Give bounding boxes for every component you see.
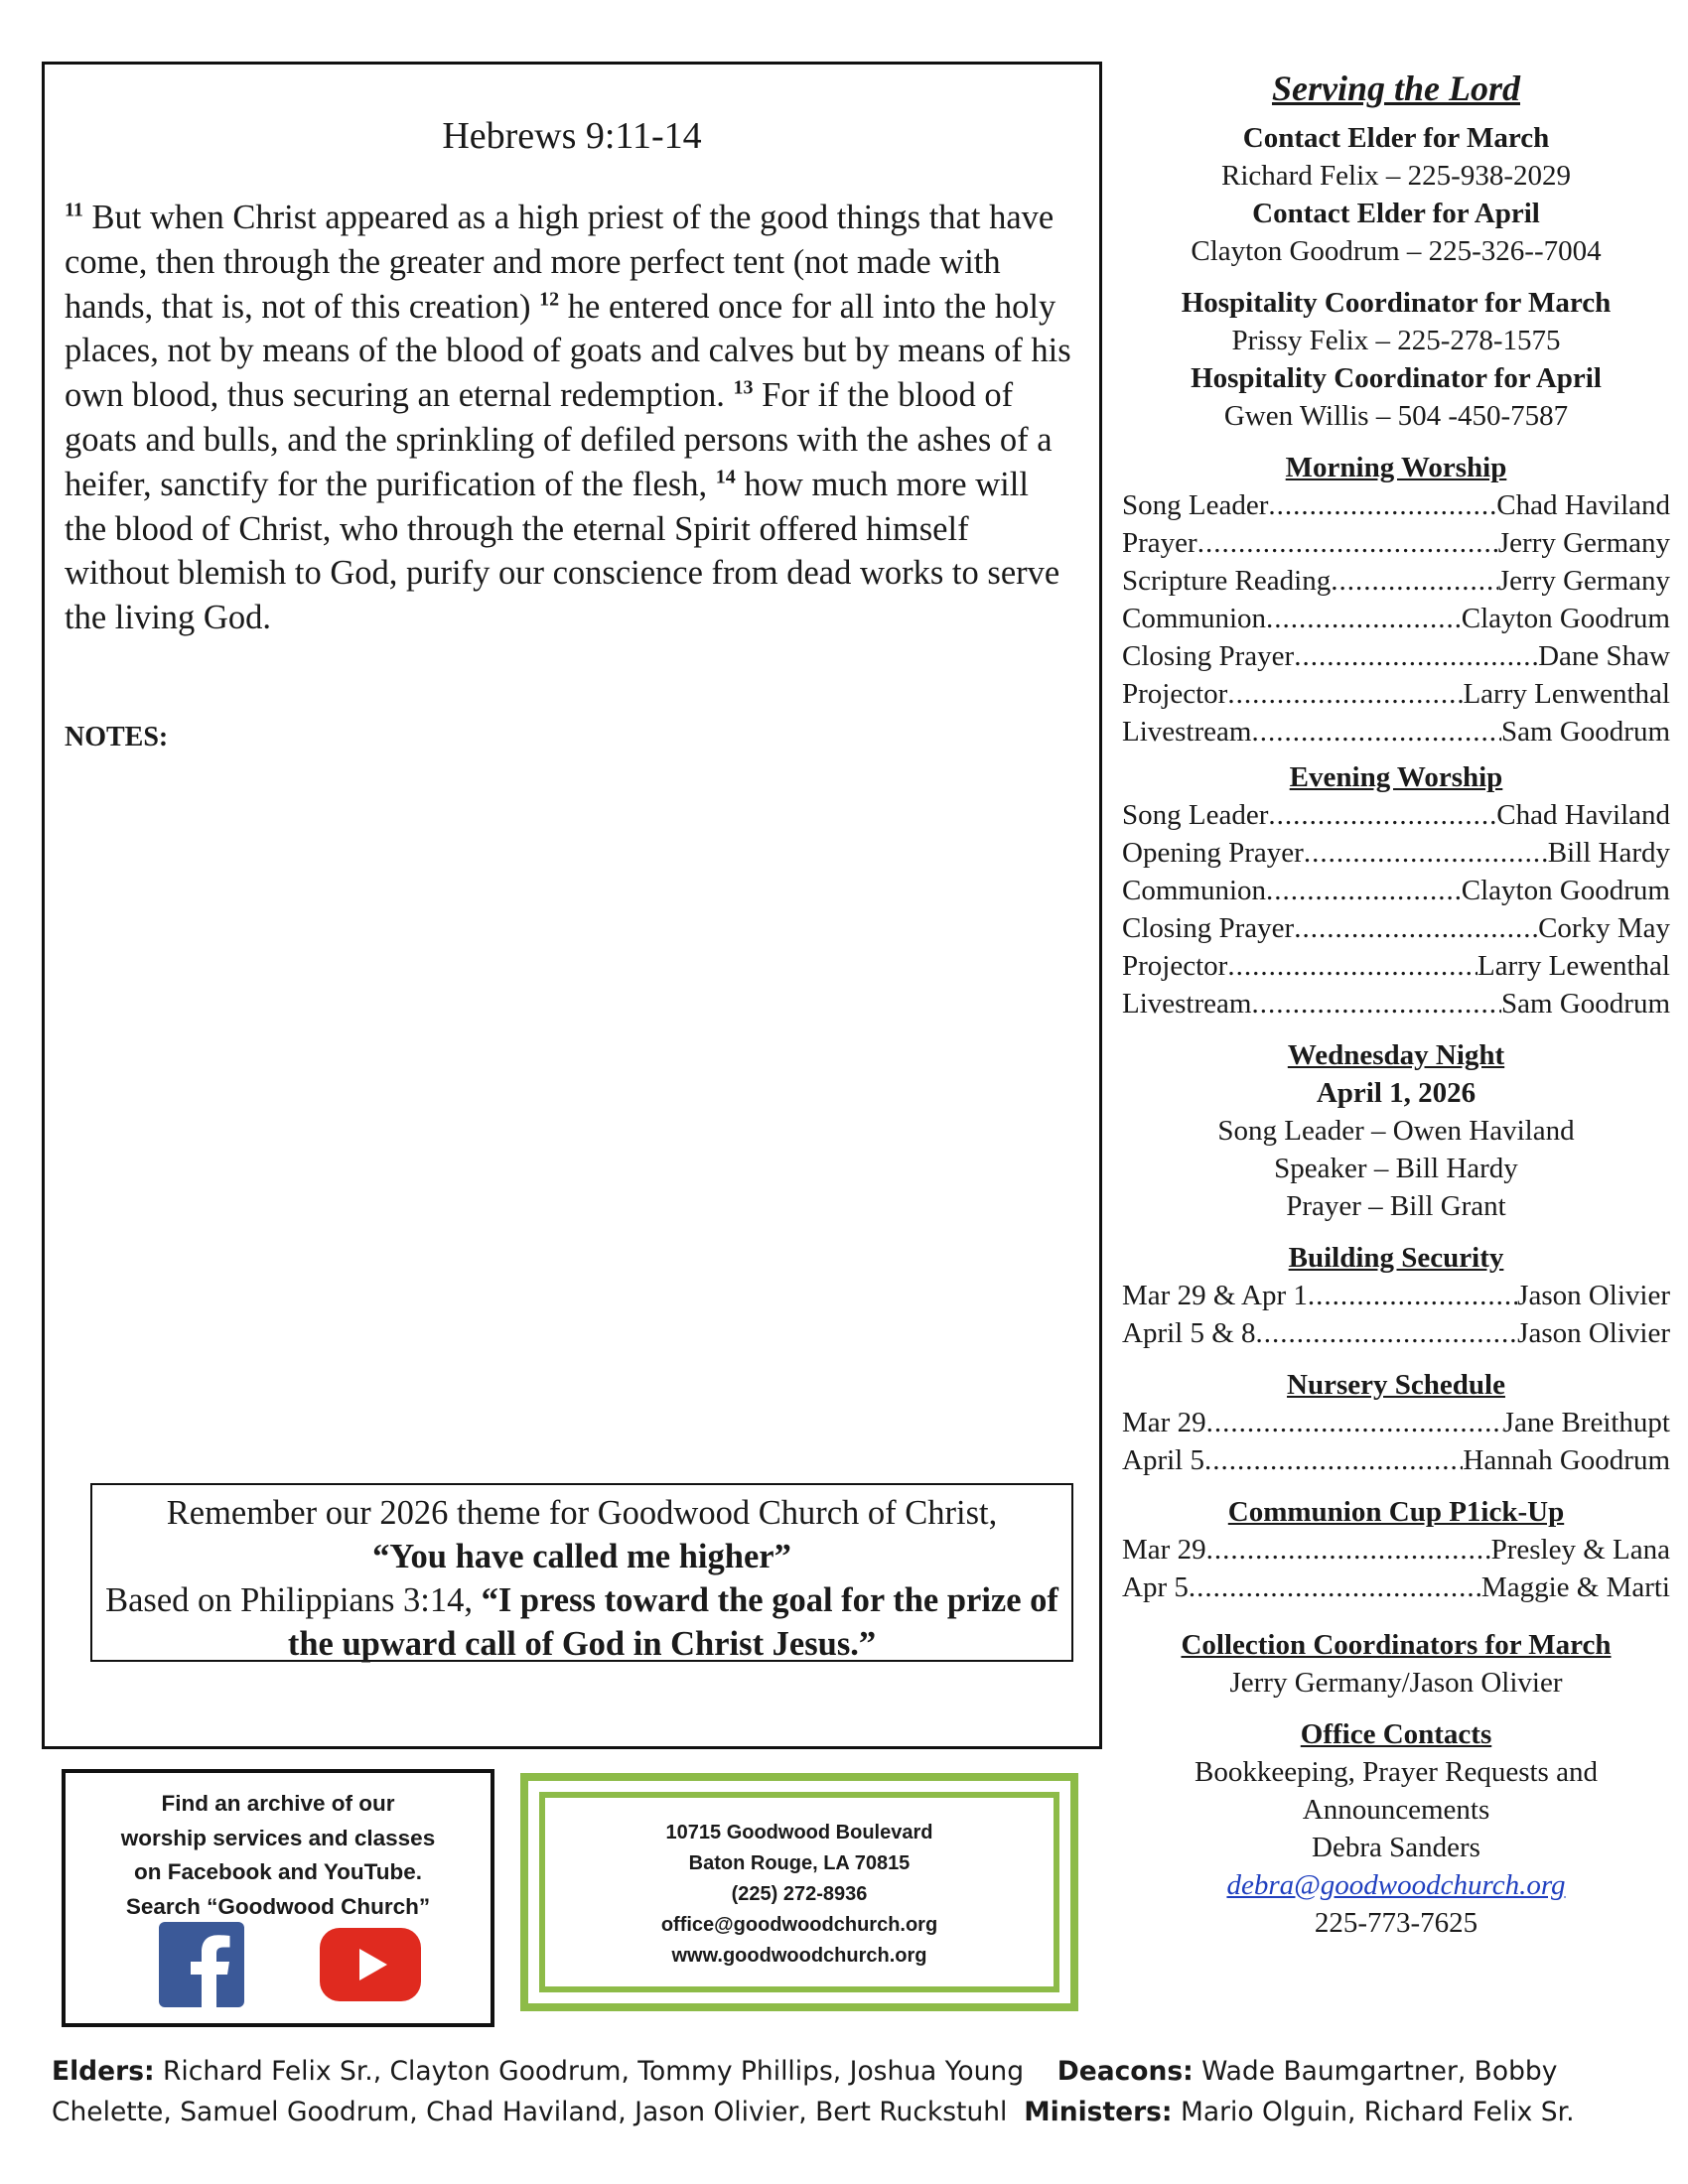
office-phone: 225-773-7625	[1314, 1907, 1478, 1939]
dot-leader	[1331, 562, 1498, 600]
morning-person: Larry Lenwenthal	[1463, 678, 1670, 710]
morning-role: Prayer	[1122, 527, 1197, 559]
evening-worship-list	[1122, 796, 1670, 1023]
scripture-title: Hebrews 9:11-14	[442, 115, 702, 157]
nursery-row	[1122, 1441, 1670, 1479]
dot-leader	[1266, 600, 1462, 637]
dot-leader	[1227, 675, 1463, 713]
morning-row	[1122, 600, 1670, 637]
dot-leader	[1268, 486, 1496, 524]
evening-worship-title: Evening Worship	[1289, 761, 1503, 793]
notes-label: NOTES:	[65, 722, 169, 752]
cup-pickup-title: Communion Cup P1ick-Up	[1227, 1496, 1565, 1528]
morning-row	[1122, 675, 1670, 713]
hospitality-april-label: Hospitality Coordinator for April	[1191, 362, 1602, 394]
security-person: Jason Olivier	[1517, 1280, 1670, 1311]
evening-row	[1122, 985, 1670, 1023]
hospitality-march: Prissy Felix – 225-278-1575	[1231, 325, 1561, 356]
cup-pickup-row	[1122, 1569, 1670, 1606]
serving-heading: Serving the Lord	[1271, 68, 1520, 108]
contact-march-label: Contact Elder for March	[1242, 122, 1550, 154]
hospitality-march-label: Hospitality Coordinator for March	[1181, 287, 1612, 319]
morning-role: Song Leader	[1122, 489, 1269, 521]
ministers-list: Mario Olguin, Richard Felix Sr.	[1180, 2097, 1575, 2127]
office-contact-name: Debra Sanders	[1312, 1832, 1480, 1863]
dot-leader	[1206, 1404, 1503, 1441]
security-person: Jason Olivier	[1517, 1317, 1670, 1349]
nursery-list	[1122, 1404, 1670, 1479]
elders-label: Elders:	[52, 2056, 155, 2087]
archive-text	[66, 1787, 491, 1924]
elders-list: Richard Felix Sr., Clayton Goodrum, Tommy Phillips, Joshua Young	[163, 2056, 1025, 2087]
theme-box	[90, 1483, 1073, 1662]
morning-role: Projector	[1122, 678, 1228, 710]
evening-person: Larry Lewenthal	[1477, 950, 1670, 982]
theme-line-3: Based on Philippians 3:14, “I press toward the goal for the prize of the upward call of God in Christ Jesus.”	[105, 1581, 1058, 1663]
wednesday-song-leader: Song Leader – Owen Haviland	[1217, 1115, 1575, 1147]
dot-leader	[1227, 947, 1477, 985]
evening-row	[1122, 947, 1670, 985]
verse-14: how much more will the blood of Christ, who through the eternal Spirit offered himself without blemish to God, purify our conscience from dead works to serve the living God.	[65, 465, 1060, 637]
morning-person: Chad Haviland	[1496, 489, 1670, 521]
security-list	[1122, 1277, 1670, 1352]
verse-13: For if the blood of goats and bulls, and the sprinkling of defiled persons with the ashes of a heifer, sanctify for the purification of the flesh,	[65, 376, 1053, 503]
morning-worship-list	[1122, 486, 1670, 751]
contact-april: Clayton Goodrum – 225-326--7004	[1191, 235, 1602, 267]
contact-april-label: Contact Elder for April	[1252, 198, 1540, 229]
nursery-row	[1122, 1404, 1670, 1441]
theme-motto: “You have called me higher”	[372, 1538, 791, 1575]
dot-leader	[1204, 1441, 1463, 1479]
dot-leader	[1308, 1277, 1517, 1314]
evening-row	[1122, 796, 1670, 834]
archive-box	[62, 1769, 494, 2027]
office-title: Office Contacts	[1300, 1718, 1492, 1750]
morning-person: Clayton Goodrum	[1461, 603, 1670, 634]
cup-pickup-person: Maggie & Marti	[1480, 1571, 1670, 1603]
evening-role: Communion	[1122, 875, 1267, 906]
evening-role: Opening Prayer	[1122, 837, 1304, 869]
address-box	[520, 1773, 1078, 2011]
evening-person: Chad Haviland	[1496, 799, 1670, 831]
wednesday-date: April 1, 2026	[1316, 1077, 1477, 1109]
scripture-text	[65, 196, 1077, 640]
morning-row	[1122, 713, 1670, 751]
security-title: Building Security	[1288, 1242, 1504, 1274]
nursery-role: Mar 29	[1122, 1407, 1206, 1438]
evening-role: Livestream	[1122, 988, 1252, 1020]
verse-number-12: 12	[539, 288, 560, 311]
morning-role: Livestream	[1122, 716, 1252, 748]
verse-12: he entered once for all into the holy places, not by means of the blood of goats and calves but by means of his own blood, thus securing an eternal redemption.	[65, 287, 1071, 415]
dot-leader	[1206, 1531, 1491, 1569]
security-role: April 5 & 8	[1122, 1317, 1256, 1349]
evening-person: Sam Goodrum	[1501, 988, 1670, 1020]
cup-pickup-role: Apr 5	[1122, 1571, 1189, 1603]
cup-pickup-role: Mar 29	[1122, 1534, 1206, 1566]
dot-leader	[1256, 1314, 1518, 1352]
dot-leader	[1304, 834, 1548, 872]
morning-role: Closing Prayer	[1122, 640, 1295, 672]
verse-number-14: 14	[715, 466, 736, 488]
address-inner	[539, 1792, 1059, 1992]
theme-verse-quote: “I press toward the goal for the prize of the upward call of God in Christ Jesus.”	[287, 1581, 1058, 1663]
nursery-role: April 5	[1122, 1444, 1204, 1476]
youtube-icon[interactable]	[320, 1928, 421, 2001]
wednesday-title: Wednesday Night	[1287, 1039, 1505, 1071]
morning-role: Scripture Reading	[1122, 565, 1332, 597]
address-website[interactable]: www.goodwoodchurch.org	[671, 1945, 927, 1967]
cup-pickup-row	[1122, 1531, 1670, 1569]
wednesday-prayer: Prayer – Bill Grant	[1286, 1190, 1506, 1222]
office-email-link[interactable]: debra@goodwoodchurch.org	[1226, 1869, 1566, 1901]
verse-number-13: 13	[733, 376, 754, 399]
cup-pickup-list	[1122, 1531, 1670, 1606]
contact-march: Richard Felix – 225-938-2029	[1221, 160, 1571, 192]
serving-column	[1122, 66, 1670, 1942]
morning-person: Jerry Germany	[1497, 527, 1670, 559]
archive-line-4: Search “Goodwood Church”	[125, 1893, 431, 1919]
evening-row	[1122, 834, 1670, 872]
evening-row	[1122, 909, 1670, 947]
address-street: 10715 Goodwood Boulevard	[665, 1822, 933, 1843]
dot-leader	[1294, 637, 1538, 675]
evening-row	[1122, 872, 1670, 909]
office-line-1: Bookkeeping, Prayer Requests and	[1195, 1756, 1598, 1788]
scripture-box	[42, 62, 1102, 1749]
morning-row	[1122, 562, 1670, 600]
hospitality-april: Gwen Willis – 504 -450-7587	[1223, 400, 1569, 432]
deacons-list: Wade Baumgartner, Bobby Chelette, Samuel Goodrum, Chad Haviland, Jason Olivier, Bert Ruckstuhl	[52, 2056, 1558, 2127]
archive-line-1: Find an archive of our	[161, 1791, 395, 1816]
verse-number-11: 11	[65, 199, 83, 221]
dot-leader	[1251, 985, 1501, 1023]
dot-leader	[1268, 796, 1496, 834]
leaders-footer	[52, 2051, 1640, 2132]
evening-role: Projector	[1122, 950, 1228, 982]
verse-11: But when Christ appeared as a high priest of the good things that have come, then through the greater and more perfect tent (not made with hands, that is, not of this creation)	[65, 199, 1055, 326]
evening-person: Corky May	[1538, 912, 1670, 944]
morning-row	[1122, 637, 1670, 675]
morning-worship-title: Morning Worship	[1285, 452, 1507, 483]
morning-person: Dane Shaw	[1538, 640, 1670, 672]
morning-person: Jerry Germany	[1497, 565, 1670, 597]
nursery-person: Jane Breithupt	[1502, 1407, 1670, 1438]
collection-title: Collection Coordinators for March	[1181, 1629, 1612, 1661]
dot-leader	[1251, 713, 1501, 751]
archive-line-2: worship services and classes	[120, 1825, 436, 1850]
office-line-2: Announcements	[1302, 1794, 1490, 1826]
evening-person: Bill Hardy	[1547, 837, 1670, 869]
theme-line-1: Remember our 2026 theme for Goodwood Church of Christ,	[166, 1494, 998, 1532]
security-row	[1122, 1277, 1670, 1314]
dot-leader	[1197, 524, 1498, 562]
dot-leader	[1266, 872, 1462, 909]
morning-person: Sam Goodrum	[1501, 716, 1670, 748]
security-row	[1122, 1314, 1670, 1352]
nursery-title: Nursery Schedule	[1287, 1369, 1505, 1401]
deacons-label: Deacons:	[1056, 2056, 1194, 2087]
nursery-person: Hannah Goodrum	[1463, 1444, 1670, 1476]
address-phone: (225) 272-8936	[731, 1883, 868, 1905]
morning-row	[1122, 486, 1670, 524]
collection-names: Jerry Germany/Jason Olivier	[1229, 1667, 1563, 1699]
address-email[interactable]: office@goodwoodchurch.org	[660, 1914, 938, 1936]
dot-leader	[1189, 1569, 1481, 1606]
ministers-label: Ministers:	[1024, 2097, 1173, 2127]
evening-role: Song Leader	[1122, 799, 1269, 831]
evening-role: Closing Prayer	[1122, 912, 1295, 944]
facebook-icon[interactable]	[159, 1922, 244, 2007]
dot-leader	[1294, 909, 1538, 947]
wednesday-speaker: Speaker – Bill Hardy	[1274, 1153, 1518, 1184]
cup-pickup-person: Presley & Lana	[1490, 1534, 1670, 1566]
morning-role: Communion	[1122, 603, 1267, 634]
security-role: Mar 29 & Apr 1	[1122, 1280, 1308, 1311]
evening-person: Clayton Goodrum	[1461, 875, 1670, 906]
archive-line-3: on Facebook and YouTube.	[133, 1859, 423, 1884]
morning-row	[1122, 524, 1670, 562]
address-city: Baton Rouge, LA 70815	[688, 1852, 911, 1874]
